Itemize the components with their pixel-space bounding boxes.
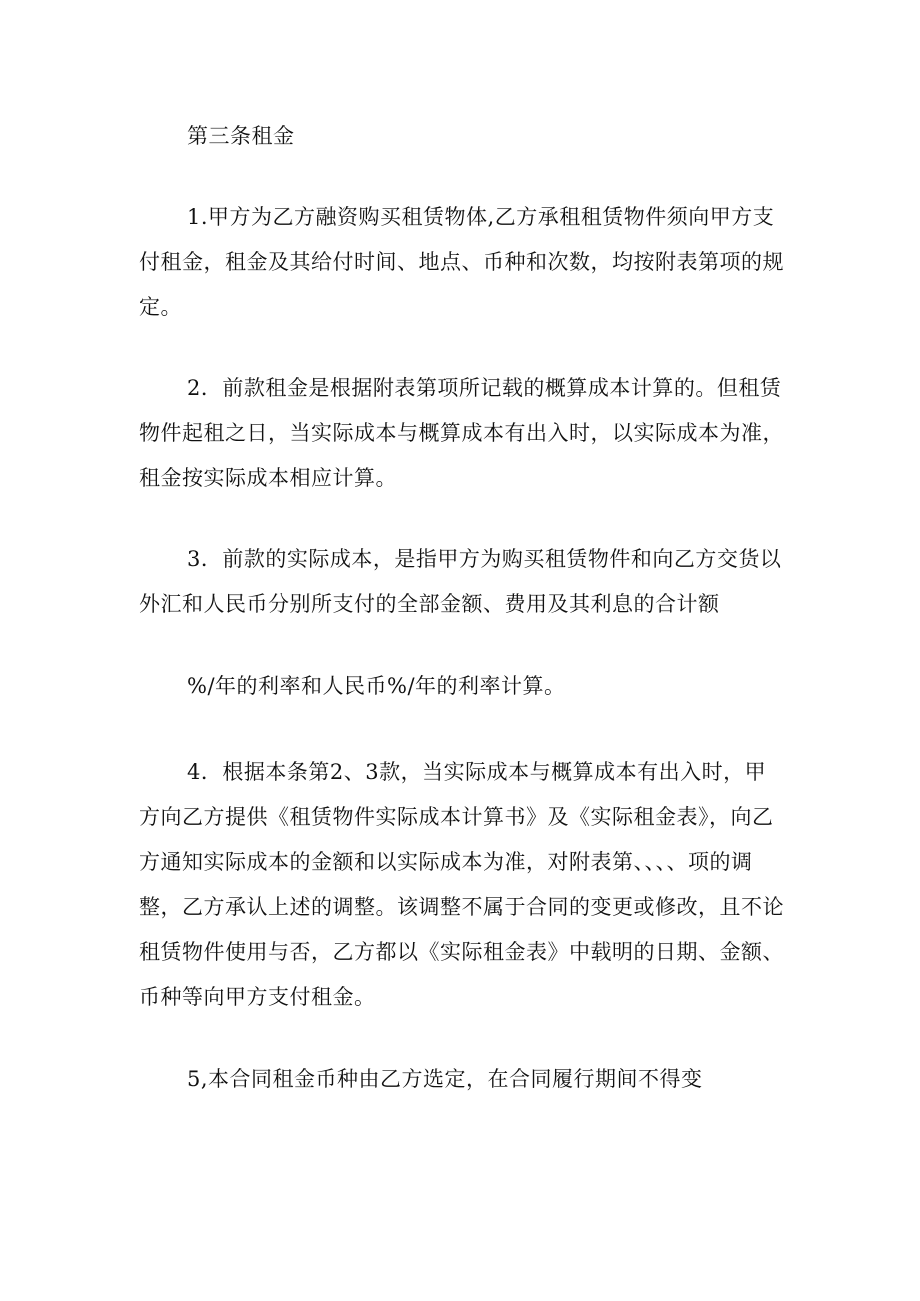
clause-3-line-2: 外汇和人民币分别所支付的全部金额、费用及其利息的合计额 [139, 592, 720, 616]
clause-4-line-5: 租赁物件使用与否，乙方都以《实际租金表》中载明的日期、金额、 [139, 940, 784, 964]
clause-4-line-4: 整，乙方承认上述的调整。该调整不属于合同的变更或修改，且不论 [139, 895, 784, 919]
clause-1-line-2: 付租金，租金及其给付时间、地点、币种和次数，均按附表第项的规 [139, 250, 784, 274]
clause-2-line-1: 2．前款租金是根据附表第项所记载的概算成本计算的。但租赁 [187, 376, 782, 400]
clause-4-line-1: 4．根据本条第2、3款，当实际成本与概算成本有出入时，甲 [187, 760, 767, 784]
clause-2-line-3: 租金按实际成本相应计算。 [139, 466, 397, 490]
clause-4-line-6: 币种等向甲方支付租金。 [139, 985, 376, 1009]
clause-1-line-1: 1.甲方为乙方融资购买租赁物体,乙方承租租赁物件须向甲方支 [187, 205, 775, 229]
clause-4-line-3: 方通知实际成本的金额和以实际成本为准，对附表第、、、、项的调 [139, 850, 753, 874]
clause-4-line-2: 方向乙方提供《租赁物件实际成本计算书》及《实际租金表》，向乙 [139, 805, 774, 829]
clause-5-line-1: 5,本合同租金币种由乙方选定，在合同履行期间不得变 [187, 1067, 703, 1091]
clause-1-line-3: 定。 [139, 295, 182, 319]
clause-2-line-2: 物件起租之日，当实际成本与概算成本有出入时，以实际成本为准， [139, 421, 784, 445]
rate-line: %/年的利率和人民币%/年的利率计算。 [187, 674, 566, 698]
section-heading: 第三条租金 [187, 124, 295, 148]
clause-3-line-1: 3．前款的实际成本，是指甲方为购买租赁物件和向乙方交货以 [187, 547, 782, 571]
